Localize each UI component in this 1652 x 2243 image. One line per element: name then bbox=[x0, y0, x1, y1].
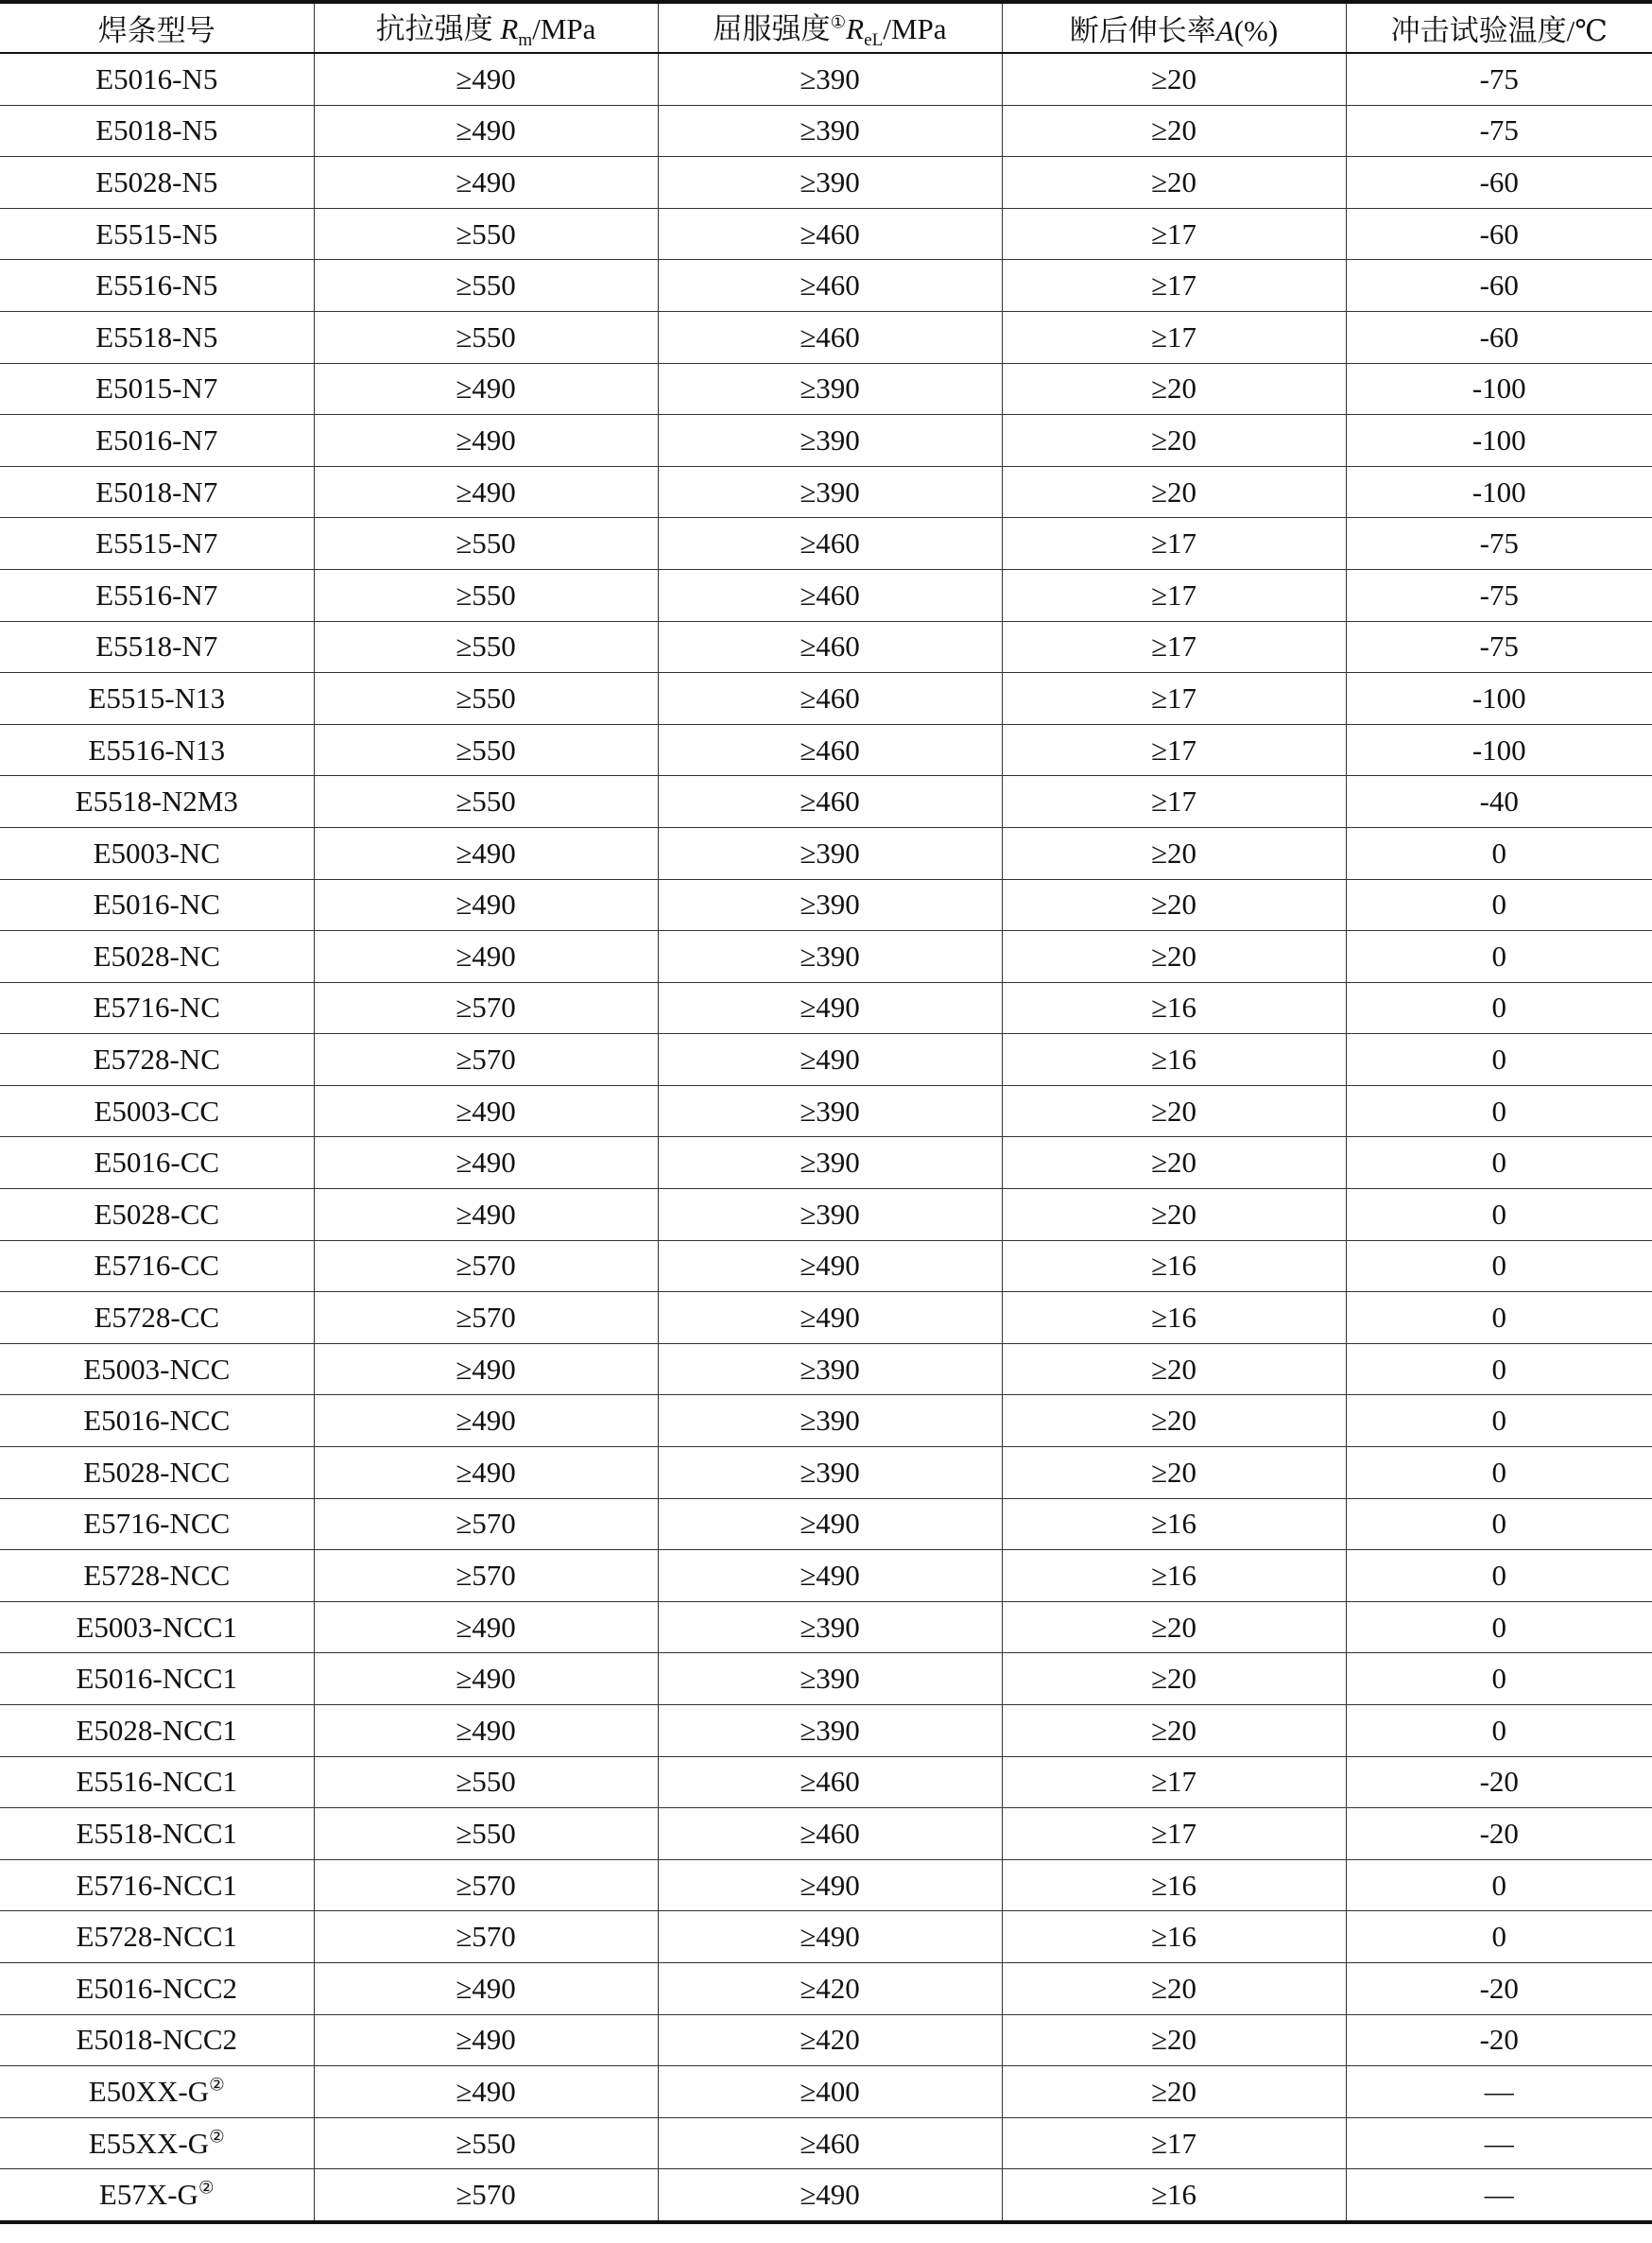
header-impact-temperature: 冲击试验温度/℃ bbox=[1346, 2, 1652, 53]
cell-impact-temperature: -100 bbox=[1346, 673, 1652, 725]
cell-tensile-strength: ≥550 bbox=[314, 1808, 658, 1860]
cell-yield-strength: ≥390 bbox=[658, 1601, 1002, 1653]
cell-impact-temperature: -75 bbox=[1346, 105, 1652, 157]
cell-yield-strength: ≥390 bbox=[658, 1085, 1002, 1137]
cell-impact-temperature: -40 bbox=[1346, 776, 1652, 828]
cell-tensile-strength: ≥550 bbox=[314, 208, 658, 260]
table-row bbox=[0, 931, 1652, 983]
cell-impact-temperature: 0 bbox=[1346, 1240, 1652, 1292]
cell-tensile-strength: ≥550 bbox=[314, 2117, 658, 2169]
cell-impact-temperature: 0 bbox=[1346, 1601, 1652, 1653]
cell-electrode-model: E5003-CC bbox=[0, 1085, 314, 1137]
cell-impact-temperature: 0 bbox=[1346, 982, 1652, 1034]
cell-tensile-strength: ≥570 bbox=[314, 1498, 658, 1550]
cell-electrode-model: E5016-NC bbox=[0, 879, 314, 931]
cell-elongation: ≥16 bbox=[1002, 1550, 1346, 1602]
cell-impact-temperature: 0 bbox=[1346, 1343, 1652, 1395]
cell-tensile-strength: ≥550 bbox=[314, 569, 658, 621]
table-row bbox=[0, 1550, 1652, 1602]
cell-elongation: ≥16 bbox=[1002, 2169, 1346, 2222]
cell-yield-strength: ≥460 bbox=[658, 518, 1002, 570]
cell-electrode-model: E5028-NCC1 bbox=[0, 1705, 314, 1757]
cell-electrode-model: E5716-CC bbox=[0, 1240, 314, 1292]
cell-elongation: ≥17 bbox=[1002, 724, 1346, 776]
cell-electrode-model: E5028-N5 bbox=[0, 157, 314, 209]
cell-tensile-strength: ≥490 bbox=[314, 1962, 658, 2014]
cell-electrode-model: E5003-NCC bbox=[0, 1343, 314, 1395]
cell-tensile-strength: ≥490 bbox=[314, 2014, 658, 2066]
cell-elongation: ≥16 bbox=[1002, 1498, 1346, 1550]
cell-impact-temperature: -60 bbox=[1346, 157, 1652, 209]
table-row bbox=[0, 466, 1652, 518]
cell-yield-strength: ≥390 bbox=[658, 1137, 1002, 1189]
cell-yield-strength: ≥460 bbox=[658, 1756, 1002, 1808]
cell-elongation: ≥20 bbox=[1002, 53, 1346, 105]
cell-elongation: ≥17 bbox=[1002, 311, 1346, 363]
table-row bbox=[0, 1240, 1652, 1292]
table-row bbox=[0, 260, 1652, 312]
cell-elongation: ≥17 bbox=[1002, 1756, 1346, 1808]
table-row bbox=[0, 208, 1652, 260]
header-tensile-strength: 抗拉强度 $R_m$/MPa bbox=[314, 2, 658, 53]
cell-elongation: ≥20 bbox=[1002, 931, 1346, 983]
cell-tensile-strength: ≥550 bbox=[314, 673, 658, 725]
cell-yield-strength: ≥390 bbox=[658, 1705, 1002, 1757]
cell-impact-temperature: — bbox=[1346, 2066, 1652, 2118]
cell-tensile-strength: ≥490 bbox=[314, 1189, 658, 1241]
cell-electrode-model: E5016-N7 bbox=[0, 415, 314, 467]
cell-elongation: ≥20 bbox=[1002, 879, 1346, 931]
cell-electrode-model: E5028-CC bbox=[0, 1189, 314, 1241]
cell-impact-temperature: 0 bbox=[1346, 827, 1652, 879]
cell-impact-temperature: -75 bbox=[1346, 53, 1652, 105]
cell-tensile-strength: ≥550 bbox=[314, 724, 658, 776]
cell-elongation: ≥17 bbox=[1002, 569, 1346, 621]
cell-electrode-model: E5728-CC bbox=[0, 1292, 314, 1344]
cell-electrode-model: E5018-NCC2 bbox=[0, 2014, 314, 2066]
table-row bbox=[0, 2014, 1652, 2066]
table-row bbox=[0, 621, 1652, 673]
table-row bbox=[0, 982, 1652, 1034]
cell-tensile-strength: ≥550 bbox=[314, 776, 658, 828]
cell-tensile-strength: ≥490 bbox=[314, 1447, 658, 1499]
table-row bbox=[0, 157, 1652, 209]
cell-yield-strength: ≥420 bbox=[658, 2014, 1002, 2066]
cell-impact-temperature: -100 bbox=[1346, 724, 1652, 776]
header-row bbox=[0, 2, 1652, 53]
cell-electrode-model: E5518-N7 bbox=[0, 621, 314, 673]
table-row bbox=[0, 105, 1652, 157]
cell-impact-temperature: -60 bbox=[1346, 260, 1652, 312]
cell-electrode-model: E5728-NCC1 bbox=[0, 1911, 314, 1963]
cell-tensile-strength: ≥490 bbox=[314, 53, 658, 105]
cell-elongation: ≥17 bbox=[1002, 518, 1346, 570]
cell-electrode-model: E50XX-G② bbox=[0, 2066, 314, 2118]
table-row bbox=[0, 569, 1652, 621]
cell-tensile-strength: ≥490 bbox=[314, 827, 658, 879]
cell-impact-temperature: 0 bbox=[1346, 1911, 1652, 1963]
cell-impact-temperature: 0 bbox=[1346, 1550, 1652, 1602]
cell-yield-strength: ≥390 bbox=[658, 931, 1002, 983]
cell-electrode-model: E5018-N5 bbox=[0, 105, 314, 157]
cell-electrode-model: E5516-N7 bbox=[0, 569, 314, 621]
cell-yield-strength: ≥460 bbox=[658, 776, 1002, 828]
cell-tensile-strength: ≥490 bbox=[314, 1085, 658, 1137]
cell-elongation: ≥20 bbox=[1002, 1137, 1346, 1189]
cell-electrode-model: E5028-NC bbox=[0, 931, 314, 983]
cell-yield-strength: ≥460 bbox=[658, 569, 1002, 621]
cell-elongation: ≥20 bbox=[1002, 1085, 1346, 1137]
cell-elongation: ≥20 bbox=[1002, 1705, 1346, 1757]
cell-impact-temperature: -75 bbox=[1346, 569, 1652, 621]
cell-impact-temperature: -20 bbox=[1346, 1756, 1652, 1808]
cell-tensile-strength: ≥570 bbox=[314, 1240, 658, 1292]
cell-impact-temperature: — bbox=[1346, 2169, 1652, 2222]
cell-elongation: ≥20 bbox=[1002, 1343, 1346, 1395]
cell-elongation: ≥20 bbox=[1002, 2014, 1346, 2066]
cell-electrode-model: E5003-NCC1 bbox=[0, 1601, 314, 1653]
cell-impact-temperature: -75 bbox=[1346, 518, 1652, 570]
cell-yield-strength: ≥460 bbox=[658, 208, 1002, 260]
cell-tensile-strength: ≥490 bbox=[314, 1601, 658, 1653]
cell-yield-strength: ≥390 bbox=[658, 1653, 1002, 1705]
table-row bbox=[0, 1498, 1652, 1550]
cell-elongation: ≥17 bbox=[1002, 621, 1346, 673]
cell-tensile-strength: ≥490 bbox=[314, 415, 658, 467]
cell-elongation: ≥20 bbox=[1002, 157, 1346, 209]
cell-yield-strength: ≥490 bbox=[658, 1240, 1002, 1292]
cell-elongation: ≥20 bbox=[1002, 1395, 1346, 1447]
cell-electrode-model: E5728-NC bbox=[0, 1034, 314, 1086]
cell-elongation: ≥17 bbox=[1002, 2117, 1346, 2169]
table-row bbox=[0, 1808, 1652, 1860]
cell-elongation: ≥20 bbox=[1002, 1189, 1346, 1241]
cell-elongation: ≥20 bbox=[1002, 1447, 1346, 1499]
cell-yield-strength: ≥390 bbox=[658, 53, 1002, 105]
cell-impact-temperature: -60 bbox=[1346, 208, 1652, 260]
cell-electrode-model: E5518-NCC1 bbox=[0, 1808, 314, 1860]
cell-yield-strength: ≥390 bbox=[658, 466, 1002, 518]
cell-electrode-model: E5016-NCC bbox=[0, 1395, 314, 1447]
cell-tensile-strength: ≥570 bbox=[314, 1550, 658, 1602]
cell-yield-strength: ≥390 bbox=[658, 1343, 1002, 1395]
cell-impact-temperature: -60 bbox=[1346, 311, 1652, 363]
cell-impact-temperature: 0 bbox=[1346, 1189, 1652, 1241]
cell-electrode-model: E5028-NCC bbox=[0, 1447, 314, 1499]
cell-tensile-strength: ≥570 bbox=[314, 1034, 658, 1086]
cell-tensile-strength: ≥490 bbox=[314, 1705, 658, 1757]
cell-impact-temperature: 0 bbox=[1346, 1137, 1652, 1189]
table-row bbox=[0, 1653, 1652, 1705]
cell-yield-strength: ≥390 bbox=[658, 157, 1002, 209]
table-row bbox=[0, 1911, 1652, 1963]
cell-yield-strength: ≥400 bbox=[658, 2066, 1002, 2118]
cell-tensile-strength: ≥550 bbox=[314, 260, 658, 312]
cell-elongation: ≥16 bbox=[1002, 1240, 1346, 1292]
table-row bbox=[0, 363, 1652, 415]
table-row bbox=[0, 1137, 1652, 1189]
cell-elongation: ≥20 bbox=[1002, 466, 1346, 518]
cell-yield-strength: ≥460 bbox=[658, 260, 1002, 312]
cell-yield-strength: ≥490 bbox=[658, 1911, 1002, 1963]
cell-yield-strength: ≥490 bbox=[658, 982, 1002, 1034]
cell-elongation: ≥16 bbox=[1002, 1859, 1346, 1911]
cell-impact-temperature: 0 bbox=[1346, 1705, 1652, 1757]
cell-tensile-strength: ≥490 bbox=[314, 157, 658, 209]
table-row bbox=[0, 1962, 1652, 2014]
table-row bbox=[0, 1601, 1652, 1653]
cell-elongation: ≥20 bbox=[1002, 1962, 1346, 2014]
table-row bbox=[0, 1085, 1652, 1137]
cell-electrode-model: E5016-N5 bbox=[0, 53, 314, 105]
cell-impact-temperature: — bbox=[1346, 2117, 1652, 2169]
cell-tensile-strength: ≥550 bbox=[314, 621, 658, 673]
cell-electrode-model: E5716-NCC bbox=[0, 1498, 314, 1550]
header-electrode-model: 焊条型号 bbox=[0, 2, 314, 53]
cell-elongation: ≥17 bbox=[1002, 1808, 1346, 1860]
cell-impact-temperature: -100 bbox=[1346, 466, 1652, 518]
cell-impact-temperature: -20 bbox=[1346, 1808, 1652, 1860]
table-row bbox=[0, 1756, 1652, 1808]
cell-electrode-model: E5518-N5 bbox=[0, 311, 314, 363]
cell-yield-strength: ≥460 bbox=[658, 311, 1002, 363]
footnote-marker: ② bbox=[209, 2127, 225, 2148]
cell-yield-strength: ≥490 bbox=[658, 1859, 1002, 1911]
cell-electrode-model: E5016-NCC2 bbox=[0, 1962, 314, 2014]
header-elongation: 断后伸长率A(%) bbox=[1002, 2, 1346, 53]
cell-yield-strength: ≥460 bbox=[658, 673, 1002, 725]
cell-elongation: ≥20 bbox=[1002, 105, 1346, 157]
cell-tensile-strength: ≥490 bbox=[314, 363, 658, 415]
table-row bbox=[0, 518, 1652, 570]
table-header bbox=[0, 2, 1652, 53]
footnote-marker: ② bbox=[209, 2075, 225, 2096]
cell-yield-strength: ≥490 bbox=[658, 1550, 1002, 1602]
cell-impact-temperature: 0 bbox=[1346, 1395, 1652, 1447]
table-body bbox=[0, 53, 1652, 2222]
cell-yield-strength: ≥490 bbox=[658, 1498, 1002, 1550]
cell-electrode-model: E5015-N7 bbox=[0, 363, 314, 415]
cell-yield-strength: ≥390 bbox=[658, 1395, 1002, 1447]
cell-elongation: ≥20 bbox=[1002, 415, 1346, 467]
cell-yield-strength: ≥390 bbox=[658, 1447, 1002, 1499]
cell-tensile-strength: ≥490 bbox=[314, 2066, 658, 2118]
cell-elongation: ≥16 bbox=[1002, 1292, 1346, 1344]
cell-impact-temperature: -20 bbox=[1346, 2014, 1652, 2066]
cell-impact-temperature: 0 bbox=[1346, 1653, 1652, 1705]
table-row bbox=[0, 1447, 1652, 1499]
cell-impact-temperature: 0 bbox=[1346, 1034, 1652, 1086]
cell-yield-strength: ≥390 bbox=[658, 1189, 1002, 1241]
table-row bbox=[0, 673, 1652, 725]
cell-tensile-strength: ≥490 bbox=[314, 1343, 658, 1395]
table-row bbox=[0, 415, 1652, 467]
cell-elongation: ≥20 bbox=[1002, 363, 1346, 415]
cell-elongation: ≥20 bbox=[1002, 1601, 1346, 1653]
cell-tensile-strength: ≥570 bbox=[314, 1292, 658, 1344]
cell-impact-temperature: 0 bbox=[1346, 931, 1652, 983]
table-row bbox=[0, 1395, 1652, 1447]
cell-tensile-strength: ≥490 bbox=[314, 1137, 658, 1189]
cell-tensile-strength: ≥550 bbox=[314, 311, 658, 363]
cell-elongation: ≥17 bbox=[1002, 776, 1346, 828]
cell-tensile-strength: ≥570 bbox=[314, 1859, 658, 1911]
table-row bbox=[0, 776, 1652, 828]
cell-electrode-model: E5716-NC bbox=[0, 982, 314, 1034]
table-row bbox=[0, 1343, 1652, 1395]
cell-impact-temperature: 0 bbox=[1346, 1498, 1652, 1550]
cell-elongation: ≥20 bbox=[1002, 1653, 1346, 1705]
cell-elongation: ≥16 bbox=[1002, 982, 1346, 1034]
table-row bbox=[0, 1705, 1652, 1757]
table-row bbox=[0, 53, 1652, 105]
cell-tensile-strength: ≥570 bbox=[314, 982, 658, 1034]
cell-yield-strength: ≥490 bbox=[658, 1034, 1002, 1086]
table-row bbox=[0, 1189, 1652, 1241]
cell-impact-temperature: -20 bbox=[1346, 1962, 1652, 2014]
cell-tensile-strength: ≥550 bbox=[314, 518, 658, 570]
cell-elongation: ≥17 bbox=[1002, 208, 1346, 260]
cell-impact-temperature: 0 bbox=[1346, 879, 1652, 931]
cell-electrode-model: E5516-N5 bbox=[0, 260, 314, 312]
cell-impact-temperature: 0 bbox=[1346, 1292, 1652, 1344]
cell-elongation: ≥20 bbox=[1002, 2066, 1346, 2118]
cell-tensile-strength: ≥570 bbox=[314, 2169, 658, 2222]
cell-tensile-strength: ≥490 bbox=[314, 1653, 658, 1705]
cell-electrode-model: E5018-N7 bbox=[0, 466, 314, 518]
cell-electrode-model: E5516-N13 bbox=[0, 724, 314, 776]
cell-impact-temperature: -100 bbox=[1346, 415, 1652, 467]
cell-yield-strength: ≥420 bbox=[658, 1962, 1002, 2014]
cell-yield-strength: ≥460 bbox=[658, 2117, 1002, 2169]
cell-electrode-model: E5515-N7 bbox=[0, 518, 314, 570]
cell-tensile-strength: ≥490 bbox=[314, 931, 658, 983]
cell-yield-strength: ≥390 bbox=[658, 105, 1002, 157]
cell-electrode-model: E55XX-G② bbox=[0, 2117, 314, 2169]
cell-electrode-model: E5515-N5 bbox=[0, 208, 314, 260]
cell-electrode-model: E57X-G② bbox=[0, 2169, 314, 2222]
cell-yield-strength: ≥390 bbox=[658, 363, 1002, 415]
cell-tensile-strength: ≥490 bbox=[314, 879, 658, 931]
cell-elongation: ≥17 bbox=[1002, 260, 1346, 312]
table-row bbox=[0, 879, 1652, 931]
table-row bbox=[0, 311, 1652, 363]
cell-impact-temperature: 0 bbox=[1346, 1859, 1652, 1911]
table-row bbox=[0, 1034, 1652, 1086]
cell-yield-strength: ≥460 bbox=[658, 724, 1002, 776]
header-yield-strength: 屈服强度$^①R_{eL}$/MPa bbox=[658, 2, 1002, 53]
cell-elongation: ≥17 bbox=[1002, 673, 1346, 725]
cell-yield-strength: ≥460 bbox=[658, 621, 1002, 673]
footnote-marker: ② bbox=[198, 2178, 215, 2199]
cell-impact-temperature: 0 bbox=[1346, 1447, 1652, 1499]
cell-yield-strength: ≥390 bbox=[658, 415, 1002, 467]
cell-electrode-model: E5516-NCC1 bbox=[0, 1756, 314, 1808]
table-row bbox=[0, 827, 1652, 879]
table-row bbox=[0, 1292, 1652, 1344]
cell-tensile-strength: ≥490 bbox=[314, 1395, 658, 1447]
table-row bbox=[0, 2169, 1652, 2222]
cell-impact-temperature: 0 bbox=[1346, 1085, 1652, 1137]
cell-yield-strength: ≥490 bbox=[658, 1292, 1002, 1344]
cell-electrode-model: E5728-NCC bbox=[0, 1550, 314, 1602]
cell-tensile-strength: ≥550 bbox=[314, 1756, 658, 1808]
table-row bbox=[0, 724, 1652, 776]
cell-elongation: ≥20 bbox=[1002, 827, 1346, 879]
cell-tensile-strength: ≥490 bbox=[314, 466, 658, 518]
cell-impact-temperature: -100 bbox=[1346, 363, 1652, 415]
table-row bbox=[0, 2117, 1652, 2169]
cell-electrode-model: E5518-N2M3 bbox=[0, 776, 314, 828]
cell-yield-strength: ≥490 bbox=[658, 2169, 1002, 2222]
cell-tensile-strength: ≥490 bbox=[314, 105, 658, 157]
table-row bbox=[0, 1859, 1652, 1911]
cell-yield-strength: ≥460 bbox=[658, 1808, 1002, 1860]
cell-electrode-model: E5515-N13 bbox=[0, 673, 314, 725]
cell-impact-temperature: -75 bbox=[1346, 621, 1652, 673]
cell-yield-strength: ≥390 bbox=[658, 827, 1002, 879]
cell-electrode-model: E5016-CC bbox=[0, 1137, 314, 1189]
table-row bbox=[0, 2066, 1652, 2118]
cell-elongation: ≥16 bbox=[1002, 1034, 1346, 1086]
cell-elongation: ≥16 bbox=[1002, 1911, 1346, 1963]
cell-tensile-strength: ≥570 bbox=[314, 1911, 658, 1963]
cell-yield-strength: ≥390 bbox=[658, 879, 1002, 931]
cell-electrode-model: E5716-NCC1 bbox=[0, 1859, 314, 1911]
cell-electrode-model: E5016-NCC1 bbox=[0, 1653, 314, 1705]
cell-electrode-model: E5003-NC bbox=[0, 827, 314, 879]
